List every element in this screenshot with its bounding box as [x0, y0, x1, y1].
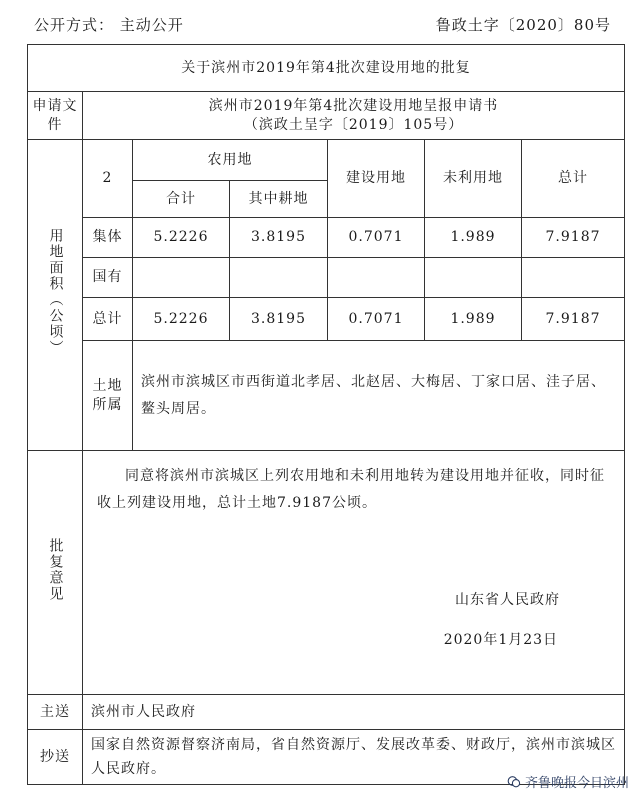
land-area-label: 用地面积（公顷） [47, 228, 64, 357]
application-document [83, 92, 625, 140]
document-title: 关于滨州市2019年第4批次建设用地的批复 [28, 45, 625, 92]
land-area-label-cell [28, 140, 83, 451]
row-label: 总计 [83, 298, 133, 341]
cell-subtotal: 5.2226 [133, 218, 230, 258]
cell-subtotal [133, 258, 230, 298]
signer: 山东省人民政府 [455, 592, 561, 608]
approval-date: 2020年1月23日 [443, 632, 559, 648]
cell-arable: 3.8195 [230, 298, 328, 341]
cell-unused [425, 258, 522, 298]
application-label: 申请文件 [28, 92, 83, 140]
copy-send-value: 国家自然资源督察济南局，省自然资源厅、发展改革委、财政厅，滨州市滨城区人民政府。 [83, 730, 625, 785]
approval-table [27, 44, 625, 785]
opinion-label-cell [28, 451, 83, 695]
ownership-text: 滨州市滨城区市西街道北孝居、北赵居、大梅居、丁家口居、洼子居、鳌头周居。 [133, 341, 625, 451]
cell-unused: 1.989 [425, 298, 522, 341]
table-row [28, 298, 625, 341]
ownership-label [83, 341, 133, 451]
cell-construction: 0.7071 [328, 298, 425, 341]
disclosure-method: 公开方式： 主动公开 [34, 16, 184, 34]
header-subtotal: 合计 [133, 181, 230, 218]
header-total: 总计 [522, 140, 625, 218]
watermark [507, 772, 629, 791]
main-send-label: 主送 [28, 695, 83, 730]
watermark-text: 齐鲁晚报今日滨州 [524, 776, 629, 791]
cell-arable: 3.8195 [230, 218, 328, 258]
header-arable: 其中耕地 [230, 181, 328, 218]
cell-unused: 1.989 [425, 218, 522, 258]
main-send-value: 滨州市人民政府 [83, 695, 625, 730]
header-construction: 建设用地 [328, 140, 425, 218]
copy-send-label: 抄送 [28, 730, 83, 785]
opinion-text: 同意将滨州市滨城区上列农用地和未利用地转为建设用地并征收，同时征收上列建设用地，总计土地7.9187公顷。 [97, 468, 605, 511]
header-count: 2 [83, 140, 133, 218]
table-row [28, 218, 625, 258]
application-line-2: （滨政土呈字〔2019〕105号） [243, 116, 464, 133]
opinion-content [83, 451, 625, 695]
ownership-label-line-1: 土地 [92, 377, 123, 394]
row-label: 集体 [83, 218, 133, 258]
wechat-icon [507, 775, 521, 789]
header-farmland: 农用地 [133, 140, 328, 181]
opinion-label: 批复意见 [47, 537, 64, 602]
application-line-1: 滨州市2019年第4批次建设用地呈报申请书 [208, 97, 499, 114]
table-row [28, 258, 625, 298]
header-unused: 未利用地 [425, 140, 522, 218]
row-label: 国有 [83, 258, 133, 298]
document-number: 鲁政土字〔2020〕80号 [435, 16, 611, 34]
cell-arable [230, 258, 328, 298]
ownership-label-line-2: 所属 [92, 396, 123, 413]
cell-total [522, 258, 625, 298]
cell-total: 7.9187 [522, 298, 625, 341]
cell-construction [328, 258, 425, 298]
cell-construction: 0.7071 [328, 218, 425, 258]
cell-subtotal: 5.2226 [133, 298, 230, 341]
cell-total: 7.9187 [522, 218, 625, 258]
